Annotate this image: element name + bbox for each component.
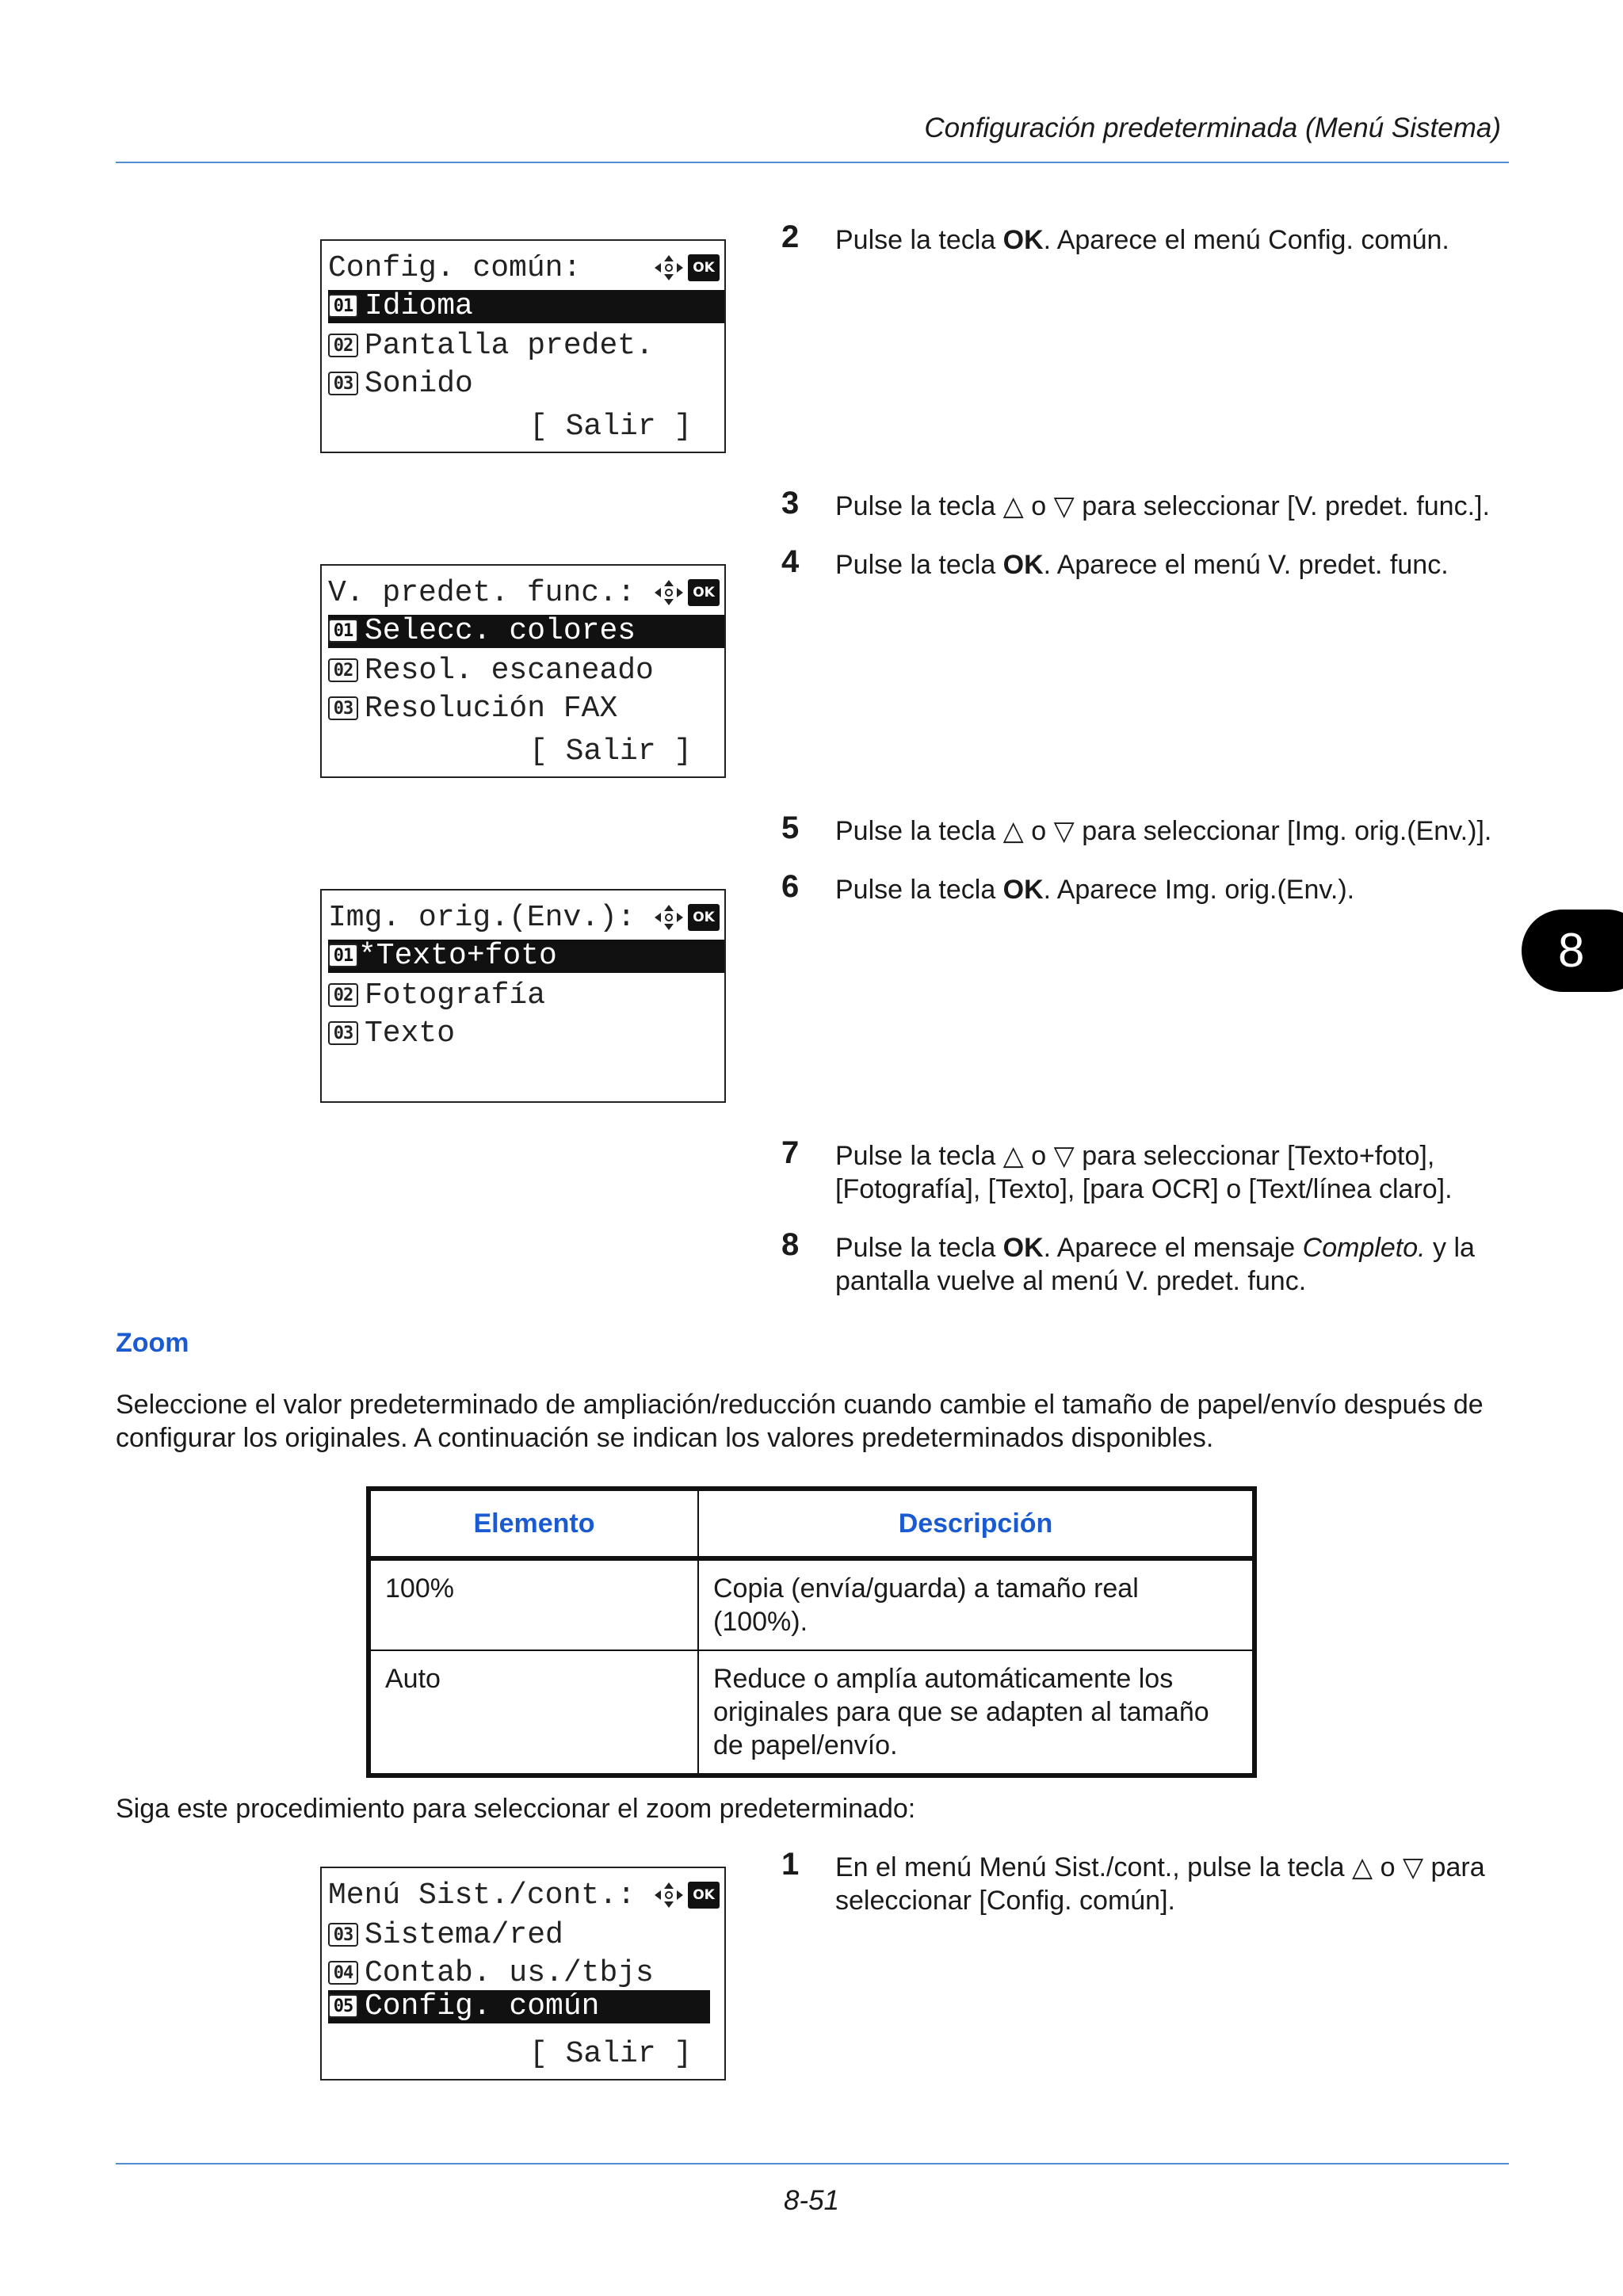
ok-key-icon: OK [688,904,720,931]
lcd-row [328,1017,455,1051]
exit-softkey: [ Salir ] [529,410,693,444]
ok-key-icon: OK [688,579,720,606]
table-row [369,1650,1254,1775]
nav-icons [653,1881,720,1909]
step-number: 3 [781,486,800,521]
row-label: Resolución FAX [365,692,618,726]
row-number-icon: 03 [328,1923,358,1947]
screen-title: Config. común: [328,251,582,285]
screen-title: V. predet. func.: [328,576,636,610]
step-number: 8 [781,1227,800,1262]
ok-key-icon: OK [688,254,720,281]
step-text: Pulse la tecla △ o ▽ para seleccionar [V. predet. func.]. [835,491,1490,521]
lcd-row [328,692,617,726]
lcd-screen-menu-sist [320,1867,726,2081]
row-number-icon: 02 [328,334,358,357]
screen-title: Img. orig.(Env.): [328,901,636,935]
row-label: Pantalla predet. [365,329,654,363]
step-number: 5 [781,810,800,845]
row-number-icon: 01 [328,619,358,643]
row-label: Sistema/red [365,1918,563,1952]
row-label: *Texto+foto [358,939,557,973]
nav-icons [653,578,720,607]
lcd-row-selected [328,290,724,323]
row-label: Resol. escaneado [365,654,654,688]
navigation-arrows-icon [653,1881,685,1909]
lcd-row [328,330,654,363]
row-number-icon: 05 [328,1994,358,2018]
step-text: Pulse la tecla OK. Aparece el mensaje Completo. y la pantalla vuelve al menú V. predet. func. [835,1233,1475,1296]
row-label: Config. común [365,1989,600,2023]
step-number: 6 [781,869,800,904]
row-number-icon: 02 [328,658,358,682]
row-number-icon: 03 [328,1021,358,1045]
navigation-arrows-icon [653,903,685,932]
procedure-intro: Siga este procedimiento para seleccionar el zoom predeterminado: [116,1794,916,1824]
row-label: Idioma [365,289,473,323]
footer-rule [116,2163,1509,2164]
header-rule [116,162,1509,163]
table-cell: Copia (envía/guarda) a tamaño real (100%). [698,1558,1254,1650]
step-text: Pulse la tecla OK. Aparece Img. orig.(Env.). [835,875,1355,905]
section-heading-zoom: Zoom [116,1328,189,1358]
navigation-arrows-icon [653,578,685,607]
nav-icons [653,254,720,282]
navigation-arrows-icon [653,254,685,282]
row-number-icon: 03 [328,372,358,395]
lcd-screen-v-predet-func [320,564,726,778]
step-number: 2 [781,219,800,254]
page-number: 8-51 [783,2185,840,2216]
lcd-row [328,979,545,1013]
ok-key-icon: OK [688,1882,720,1909]
row-number-icon: 03 [328,696,358,720]
table-header-cell: Elemento [369,1489,698,1558]
lcd-screen-img-orig [320,889,726,1103]
row-label: Sonido [365,367,473,401]
step-text: En el menú Menú Sist./cont., pulse la tecla △ o ▽ para seleccionar [Config. común]. [835,1852,1485,1916]
step-text: Pulse la tecla △ o ▽ para seleccionar [Img. orig.(Env.)]. [835,816,1492,846]
table-cell: 100% [369,1558,698,1650]
table-header-cell: Descripción [698,1489,1254,1558]
chapter-tab: 8 [1522,910,1623,992]
table-cell: Reduce o amplía automáticamente los originales para que se adapten al tamaño de papel/envío. [698,1650,1254,1775]
table-row [369,1558,1254,1650]
running-header: Configuración predeterminada (Menú Sistema) [924,113,1501,143]
table-cell: Auto [369,1650,698,1775]
exit-softkey: [ Salir ] [529,2037,693,2071]
lcd-row-selected [328,615,724,648]
step-text: Pulse la tecla △ o ▽ para seleccionar [Texto+foto], [Fotografía], [Texto], [para OCR] o [Text/línea claro]. [835,1141,1453,1204]
row-number-icon: 02 [328,983,358,1007]
lcd-row [328,368,473,401]
screen-title: Menú Sist./cont.: [328,1878,636,1913]
step-text: Pulse la tecla OK. Aparece el menú Config. común. [835,225,1449,255]
zoom-values-table [366,1486,1257,1778]
row-number-icon: 04 [328,1961,358,1985]
lcd-row [328,1919,563,1952]
exit-softkey: [ Salir ] [529,734,693,769]
row-label: Selecc. colores [365,614,636,648]
row-label: Fotografía [365,978,546,1013]
step-number: 4 [781,544,800,579]
row-label: Contab. us./tbjs [365,1956,654,1990]
lcd-row [328,654,654,688]
lcd-row-selected [328,1990,710,2023]
lcd-screen-config-comun [320,239,726,453]
lcd-row [328,1957,654,1990]
lcd-row-selected [328,940,724,973]
step-number: 7 [781,1135,800,1170]
step-text: Pulse la tecla OK. Aparece el menú V. predet. func. [835,550,1449,580]
zoom-intro-paragraph: Seleccione el valor predeterminado de ampliación/reducción cuando cambie el tamaño de papel/envío después de configurar los originales. A continuación se indican los valores predeterminados disponibles. [116,1390,1484,1453]
nav-icons [653,903,720,932]
table-header-row [369,1489,1254,1558]
row-number-icon: 01 [328,944,358,967]
row-label: Texto [365,1016,456,1051]
row-number-icon: 01 [328,294,358,318]
step-number: 1 [781,1847,800,1882]
